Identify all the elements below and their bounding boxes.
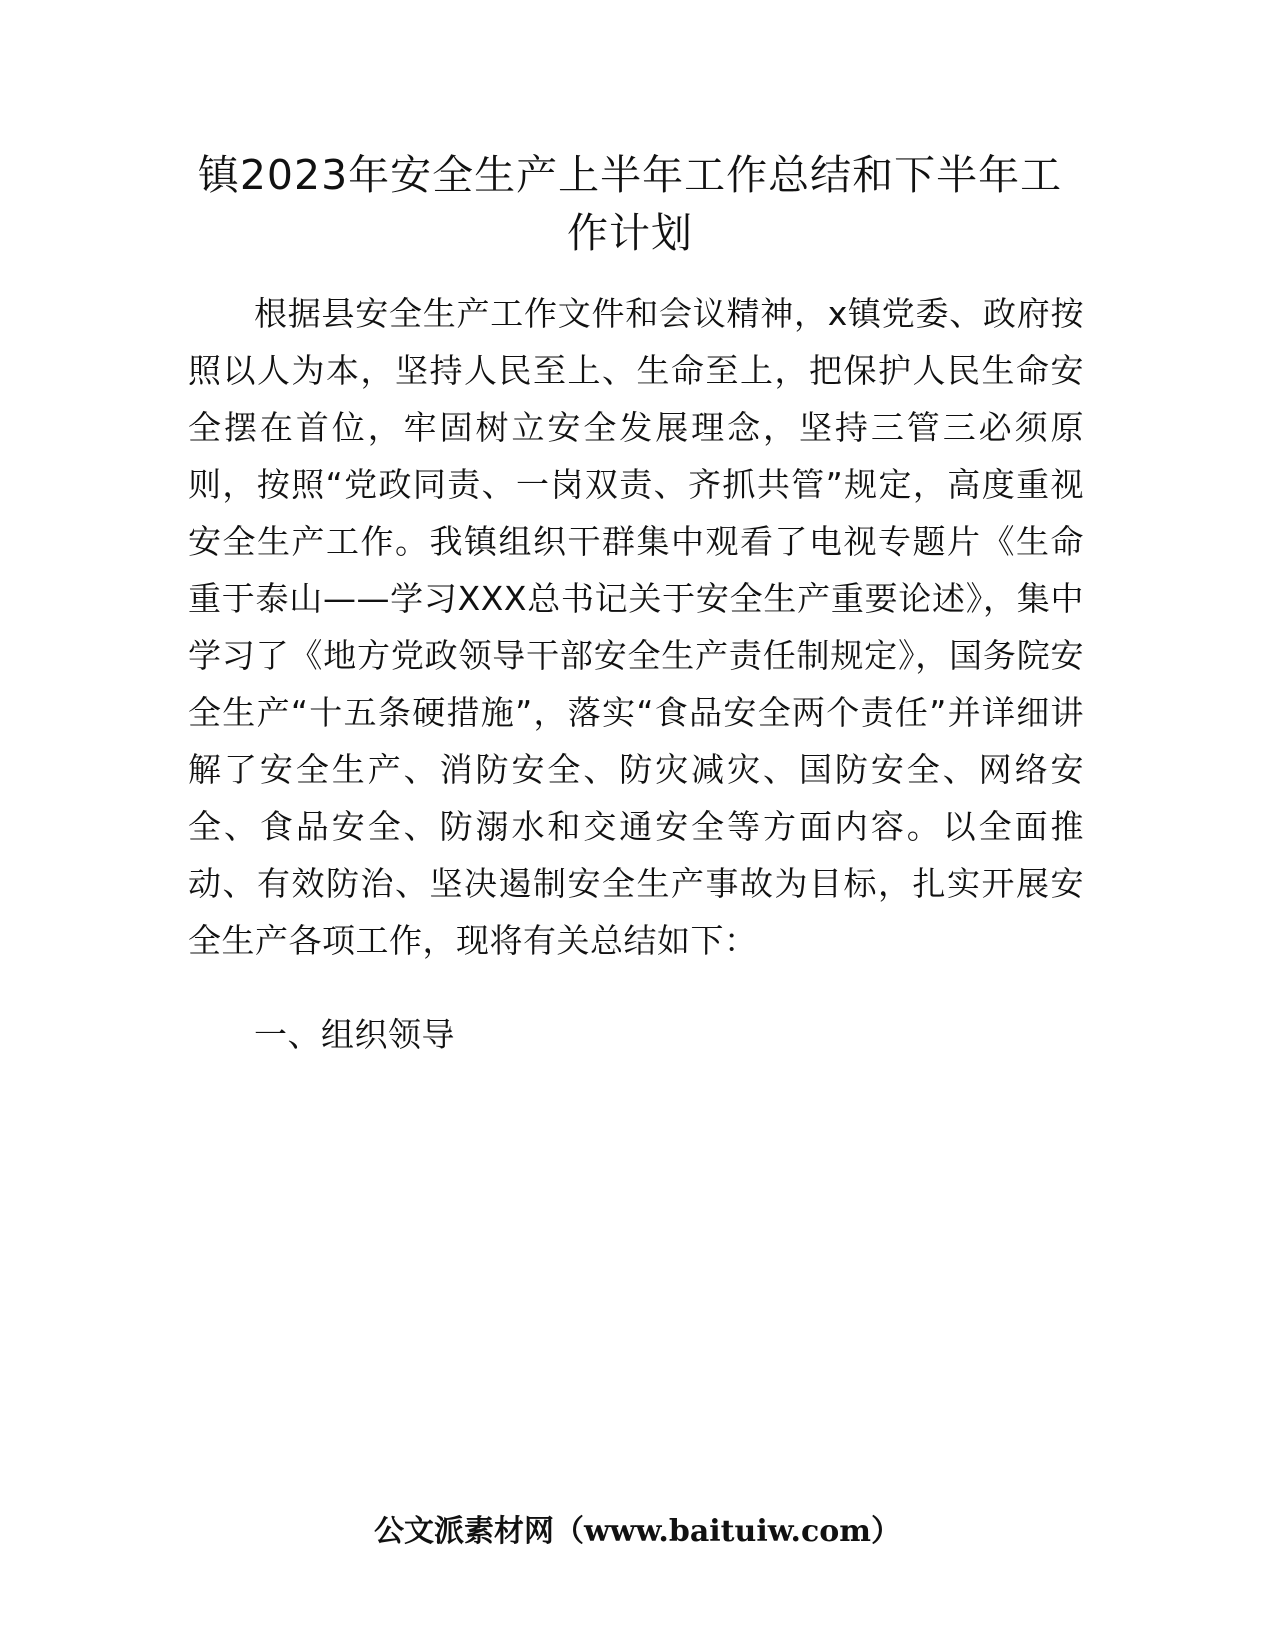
footer-watermark: 公文派素材网（www.baituiw.com） [373, 1514, 902, 1549]
document-title: 镇2023年安全生产上半年工作总结和下半年工作计划 [197, 151, 1063, 257]
section-heading: 一、组织领导 [254, 1015, 455, 1054]
intro-paragraph: 根据县安全生产工作文件和会议精神，x镇党委、政府按照以人为本，坚持人民至上、生命至上，把保护人民生命安全摆在首位，牢固树立安全发展理念，坚持三管三必须原则，按照“党政同责、一岗双责、齐抓共管”规定，高度重视安全生产工作。我镇组织干群集中观看了电视专题片《生命重于泰山——学习XXX总书记关于安全生产重要论述》，集中学习了《地方党政领导干部安全生产责任制规定》，国务院安全生产“十五条硬措施”，落实“食品安全两个责任”并详细讲解了安全生产、消防安全、防灾减灾、国防安全、网络安全、食品安全、防溺水和交通安全等方面内容。以全面推动、有效防治、坚决遏制安全生产事故为目标，扎实开展安全生产各项工作，现将有关总结如下： [188, 294, 1084, 960]
